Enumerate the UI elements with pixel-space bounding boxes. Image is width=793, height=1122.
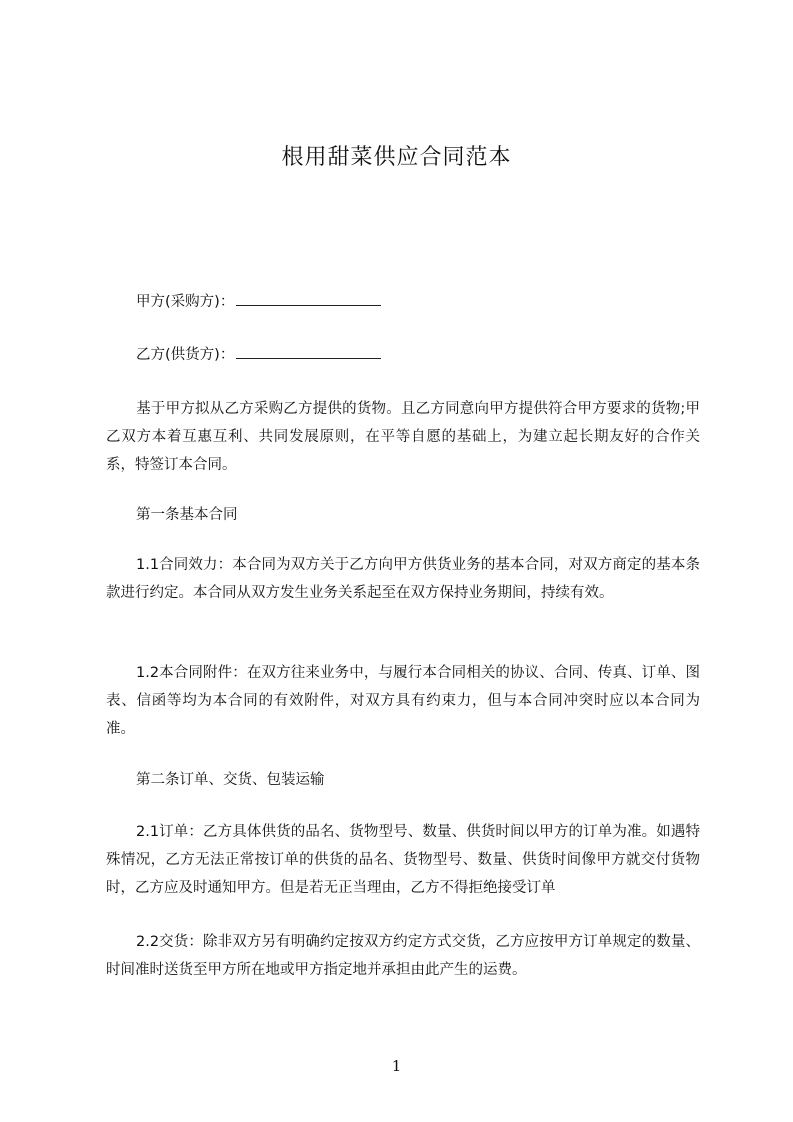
document-title: 根用甜菜供应合同范本 bbox=[281, 145, 512, 170]
page-number: 1 bbox=[391, 1057, 402, 1075]
preamble-paragraph bbox=[106, 395, 700, 479]
clause-2-1-paragraph bbox=[106, 818, 700, 902]
article-2-heading: 第二条订单、交货、包装运输 bbox=[136, 772, 325, 788]
article-1-heading: 第一条基本合同 bbox=[136, 507, 238, 523]
party-a-line bbox=[136, 291, 381, 312]
clause-2-1-text: 2.1订单：乙方具体供货的品名、货物型号、数量、供货时间以甲方的订单为准。如遇特殊情况，乙方无法正常按订单的供货的品名、货物型号、数量、供货时间像甲方就交付货物时，乙方应及时通知甲方。但是若无正当理由，乙方不得拒绝接受订单 bbox=[106, 824, 700, 896]
clause-1-2-paragraph bbox=[106, 659, 700, 743]
clause-2-2-text: 2.2交货：除非双方另有明确约定按双方约定方式交货，乙方应按甲方订单规定的数量、时间准时送货至甲方所在地或甲方指定地并承担由此产生的运费。 bbox=[106, 934, 700, 978]
clause-1-2-text: 1.2本合同附件：在双方往来业务中，与履行本合同相关的协议、合同、传真、订单、图表、信函等均为本合同的有效附件，对双方具有约束力，但与本合同冲突时应以本合同为准。 bbox=[106, 665, 700, 737]
clause-1-1-text: 1.1合同效力：本合同为双方关于乙方向甲方供货业务的基本合同，对双方商定的基本条款进行约定。本合同从双方发生业务关系起至在双方保持业务期间，持续有效。 bbox=[106, 557, 700, 601]
clause-2-2-paragraph bbox=[106, 928, 700, 984]
party-b-blank bbox=[236, 344, 381, 359]
party-b-line bbox=[136, 344, 381, 365]
party-b-label: 乙方(供货方)： bbox=[136, 347, 235, 363]
clause-1-1-paragraph bbox=[106, 551, 700, 607]
party-a-blank bbox=[236, 291, 381, 306]
party-a-label: 甲方(采购方)： bbox=[136, 294, 235, 310]
preamble-text: 基于甲方拟从乙方采购乙方提供的货物。且乙方同意向甲方提供符合甲方要求的货物;甲乙双方本着互惠互利、共同发展原则，在平等自愿的基础上，为建立起长期友好的合作关系，特签订本合同。 bbox=[106, 401, 700, 473]
